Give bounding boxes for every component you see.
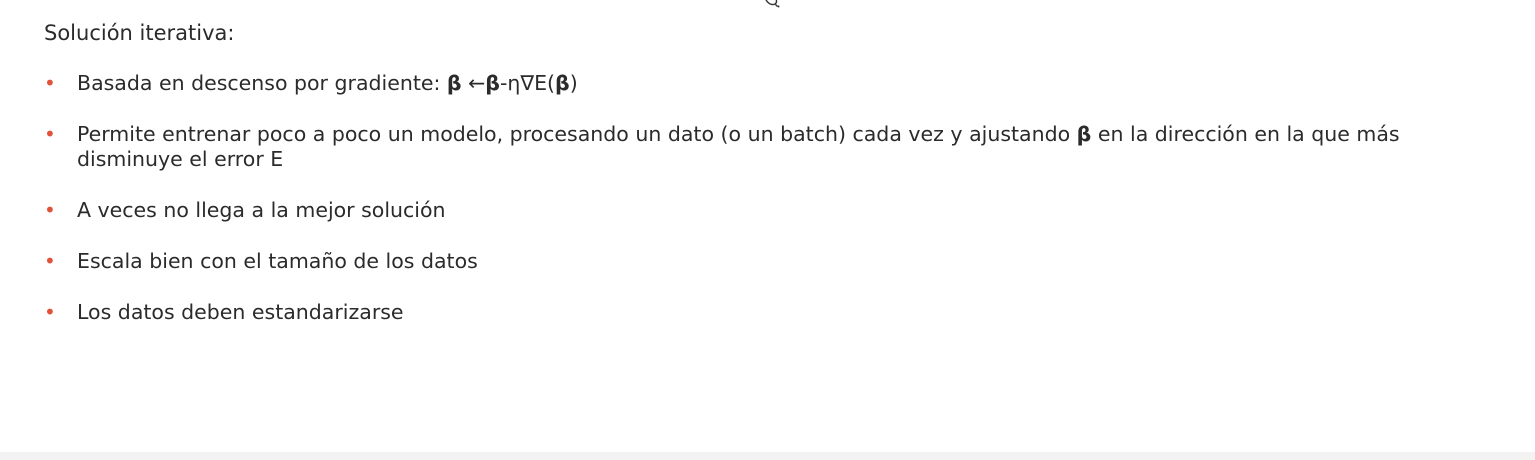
bullet-marker: • xyxy=(44,122,56,146)
bullet-item-train xyxy=(44,122,1484,172)
bottom-strip xyxy=(0,452,1535,460)
pen-cursor-icon xyxy=(761,0,783,10)
arrow-symbol: ← xyxy=(461,71,486,95)
formula-part: -η∇E( xyxy=(499,71,556,95)
bullet-marker: • xyxy=(44,300,56,324)
bullet-marker: • xyxy=(44,198,56,222)
bullet-text: A veces no llega a la mejor solución xyxy=(77,198,446,222)
bullet-text-part: Basada en descenso por gradiente: xyxy=(77,71,447,95)
bullet-text: Escala bien con el tamaño de los datos xyxy=(77,249,478,273)
formula-part: ) xyxy=(569,71,578,95)
bullet-text-part: en la dirección en la que más disminuye el error E xyxy=(77,122,1400,171)
beta-symbol: β xyxy=(1076,122,1092,146)
bullet-text-part: Permite entrenar poco a poco un modelo, procesando un dato (o un batch) cada vez y ajustando xyxy=(77,122,1077,146)
bullet-item-gradient xyxy=(44,71,1484,96)
bullet-list xyxy=(44,71,1484,325)
bullet-item-standardize xyxy=(44,300,1484,325)
slide-heading: Solución iterativa: xyxy=(44,21,235,45)
bullet-item-scale xyxy=(44,249,1484,274)
beta-symbol: β xyxy=(555,71,570,95)
bullet-text: Los datos deben estandarizarse xyxy=(77,300,404,324)
bullet-item-best-solution xyxy=(44,198,1484,223)
beta-symbol: β xyxy=(446,71,462,95)
beta-symbol: β xyxy=(485,71,500,95)
bullet-text xyxy=(77,122,1484,172)
bullet-marker: • xyxy=(44,249,56,273)
bullet-marker: • xyxy=(44,71,56,95)
bullet-text xyxy=(77,71,1484,96)
